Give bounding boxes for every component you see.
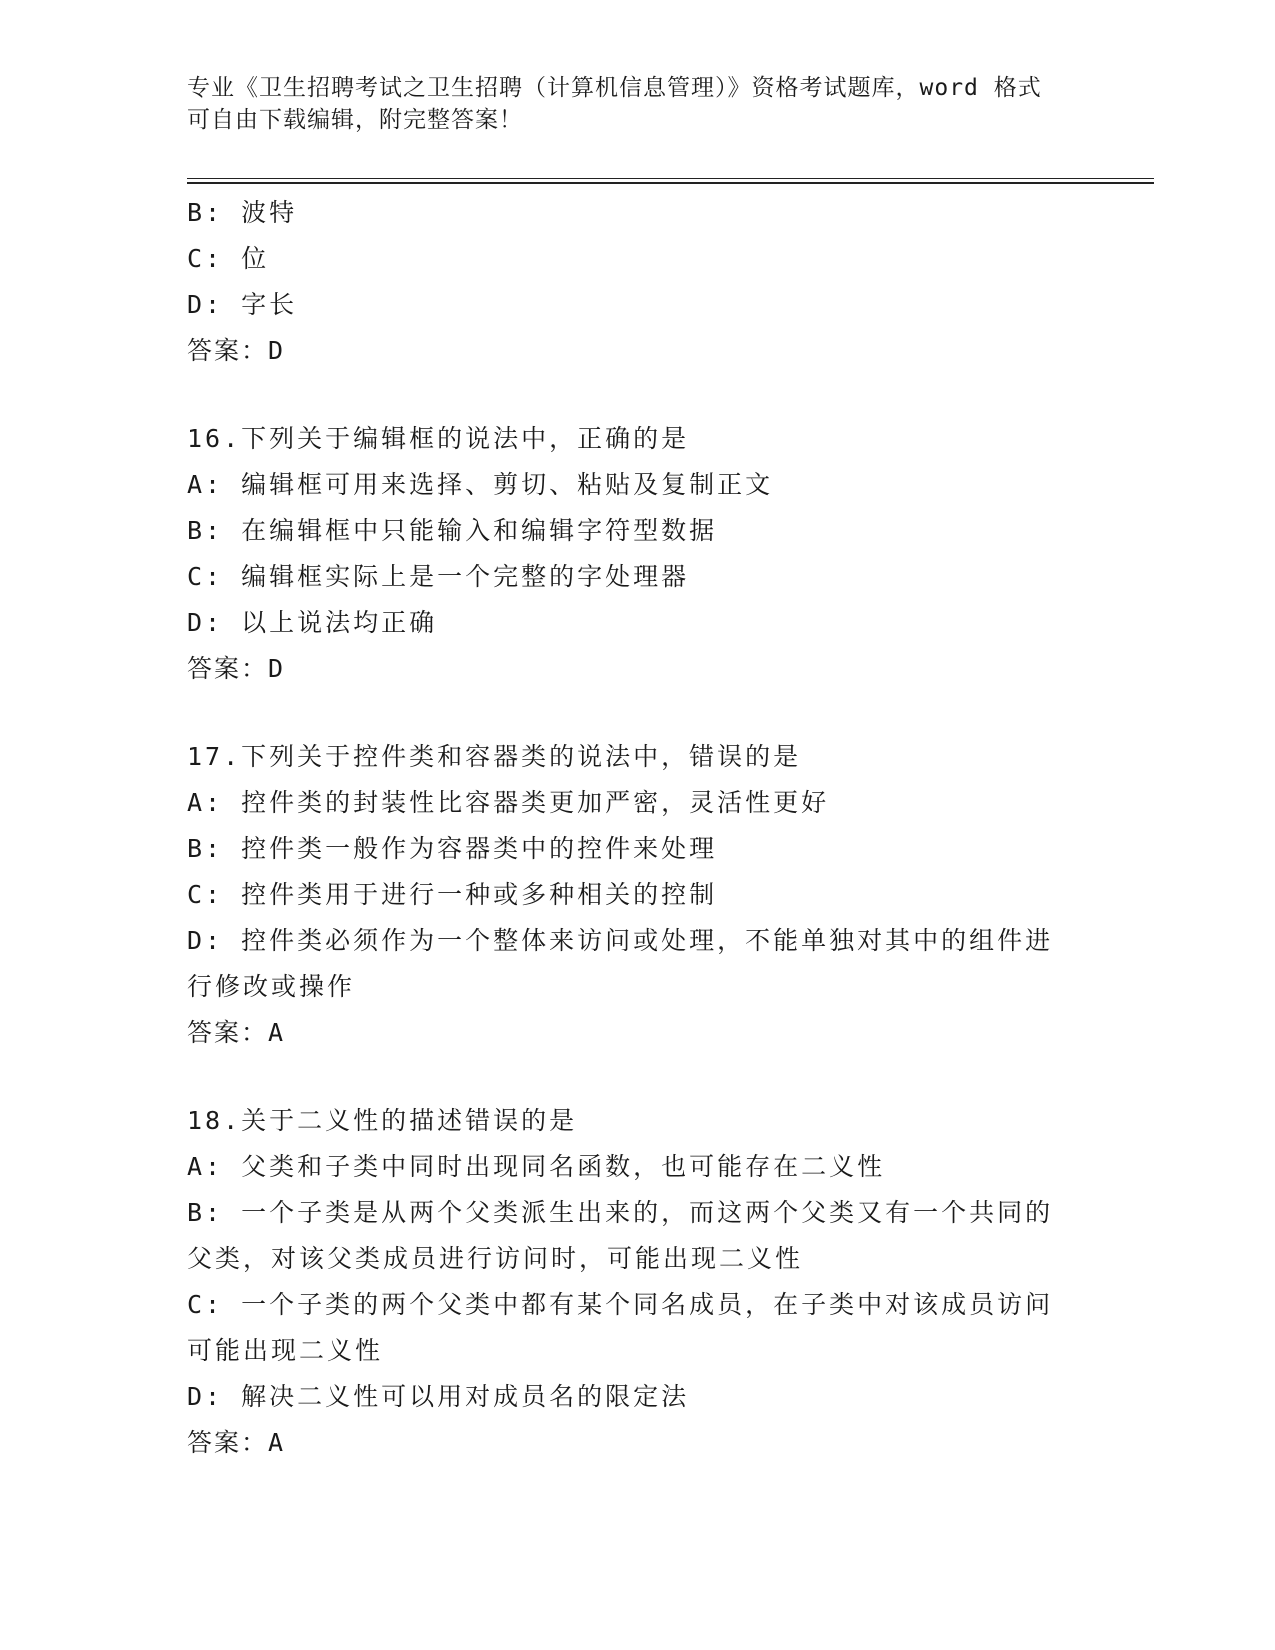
option-d: D: 控件类必须作为一个整体来访问或处理，不能单独对其中的组件进 bbox=[187, 926, 1054, 955]
question-block-partial bbox=[187, 190, 1087, 374]
question-stem: 18.关于二义性的描述错误的是 bbox=[187, 1106, 578, 1135]
header-divider-thin bbox=[187, 178, 1154, 179]
option-d-continuation: 行修改或操作 bbox=[187, 972, 356, 1001]
option-b: B: 控件类一般作为容器类中的控件来处理 bbox=[187, 834, 718, 863]
option-b-continuation: 父类，对该父类成员进行访问时，可能出现二义性 bbox=[187, 1244, 804, 1273]
question-block-16 bbox=[187, 416, 1087, 692]
document-header bbox=[187, 72, 1067, 136]
question-block-18 bbox=[187, 1098, 1087, 1466]
option-c: C: 一个子类的两个父类中都有某个同名成员，在子类中对该成员访问 bbox=[187, 1290, 1054, 1319]
option-c: C: 控件类用于进行一种或多种相关的控制 bbox=[187, 880, 718, 909]
option-c: C: 位 bbox=[187, 244, 270, 273]
question-list bbox=[187, 190, 1087, 1466]
option-d: D: 字长 bbox=[187, 290, 298, 319]
question-stem: 16.下列关于编辑框的说法中，正确的是 bbox=[187, 424, 690, 453]
question-stem: 17.下列关于控件类和容器类的说法中，错误的是 bbox=[187, 742, 802, 771]
option-b: B: 波特 bbox=[187, 198, 298, 227]
answer-line: 答案：D bbox=[187, 654, 286, 683]
answer-line: 答案：A bbox=[187, 1428, 286, 1457]
option-d: D: 以上说法均正确 bbox=[187, 608, 438, 637]
answer-line: 答案：D bbox=[187, 336, 286, 365]
option-a: A: 父类和子类中同时出现同名函数，也可能存在二义性 bbox=[187, 1152, 886, 1181]
header-divider-thick bbox=[187, 182, 1154, 184]
header-line-1: 专业《卫生招聘考试之卫生招聘（计算机信息管理）》资格考试题库，word 格式 bbox=[187, 75, 1042, 101]
answer-line: 答案：A bbox=[187, 1018, 286, 1047]
option-c-continuation: 可能出现二义性 bbox=[187, 1336, 384, 1365]
option-a: A: 编辑框可用来选择、剪切、粘贴及复制正文 bbox=[187, 470, 774, 499]
option-a: A: 控件类的封装性比容器类更加严密，灵活性更好 bbox=[187, 788, 830, 817]
header-line-2: 可自由下载编辑，附完整答案！ bbox=[187, 107, 523, 133]
option-b: B: 在编辑框中只能输入和编辑字符型数据 bbox=[187, 516, 718, 545]
option-b: B: 一个子类是从两个父类派生出来的，而这两个父类又有一个共同的 bbox=[187, 1198, 1054, 1227]
option-c: C: 编辑框实际上是一个完整的字处理器 bbox=[187, 562, 690, 591]
option-d: D: 解决二义性可以用对成员名的限定法 bbox=[187, 1382, 690, 1411]
question-block-17 bbox=[187, 734, 1087, 1056]
